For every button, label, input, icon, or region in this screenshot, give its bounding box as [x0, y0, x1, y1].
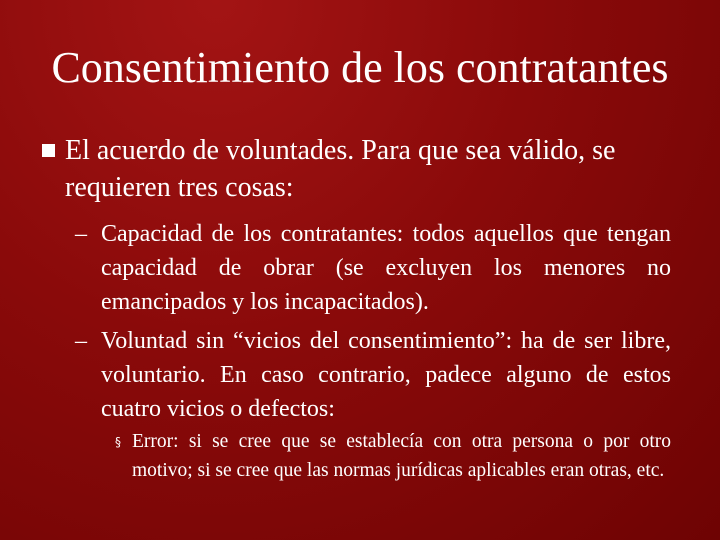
dash-marker: – — [75, 328, 87, 354]
sub-item-capacidad-text: Capacidad de los contratantes: todos aquellos que tengan capacidad de obrar (se excluyen los menores no emancipados y los incapacitados). — [101, 221, 671, 315]
section-sign-bullet-icon: § — [115, 435, 121, 449]
dash-marker: – — [75, 221, 87, 247]
square-bullet-icon — [42, 144, 55, 157]
bullet-item-1-text: El acuerdo de voluntades. Para que sea válido, se requieren tres cosas: — [65, 135, 616, 203]
sub-item-voluntad-text: Voluntad sin “vicios del consentimiento”: ha de ser libre, voluntario. En caso contrario, padece alguno de estos cuatro vicios o defectos: — [101, 328, 671, 422]
slide-title: Consentimiento de los contratantes — [51, 43, 669, 92]
bullet-item-1 — [42, 132, 682, 206]
sub-item-capacidad — [75, 217, 671, 319]
sub-item-voluntad — [75, 324, 671, 426]
sub-sub-item-error — [115, 427, 671, 485]
sub-sub-item-error-text: Error: si se cree que se establecía con otra persona o por otro motivo; si se cree que las normas jurídicas aplicables eran otras, etc. — [132, 431, 671, 481]
